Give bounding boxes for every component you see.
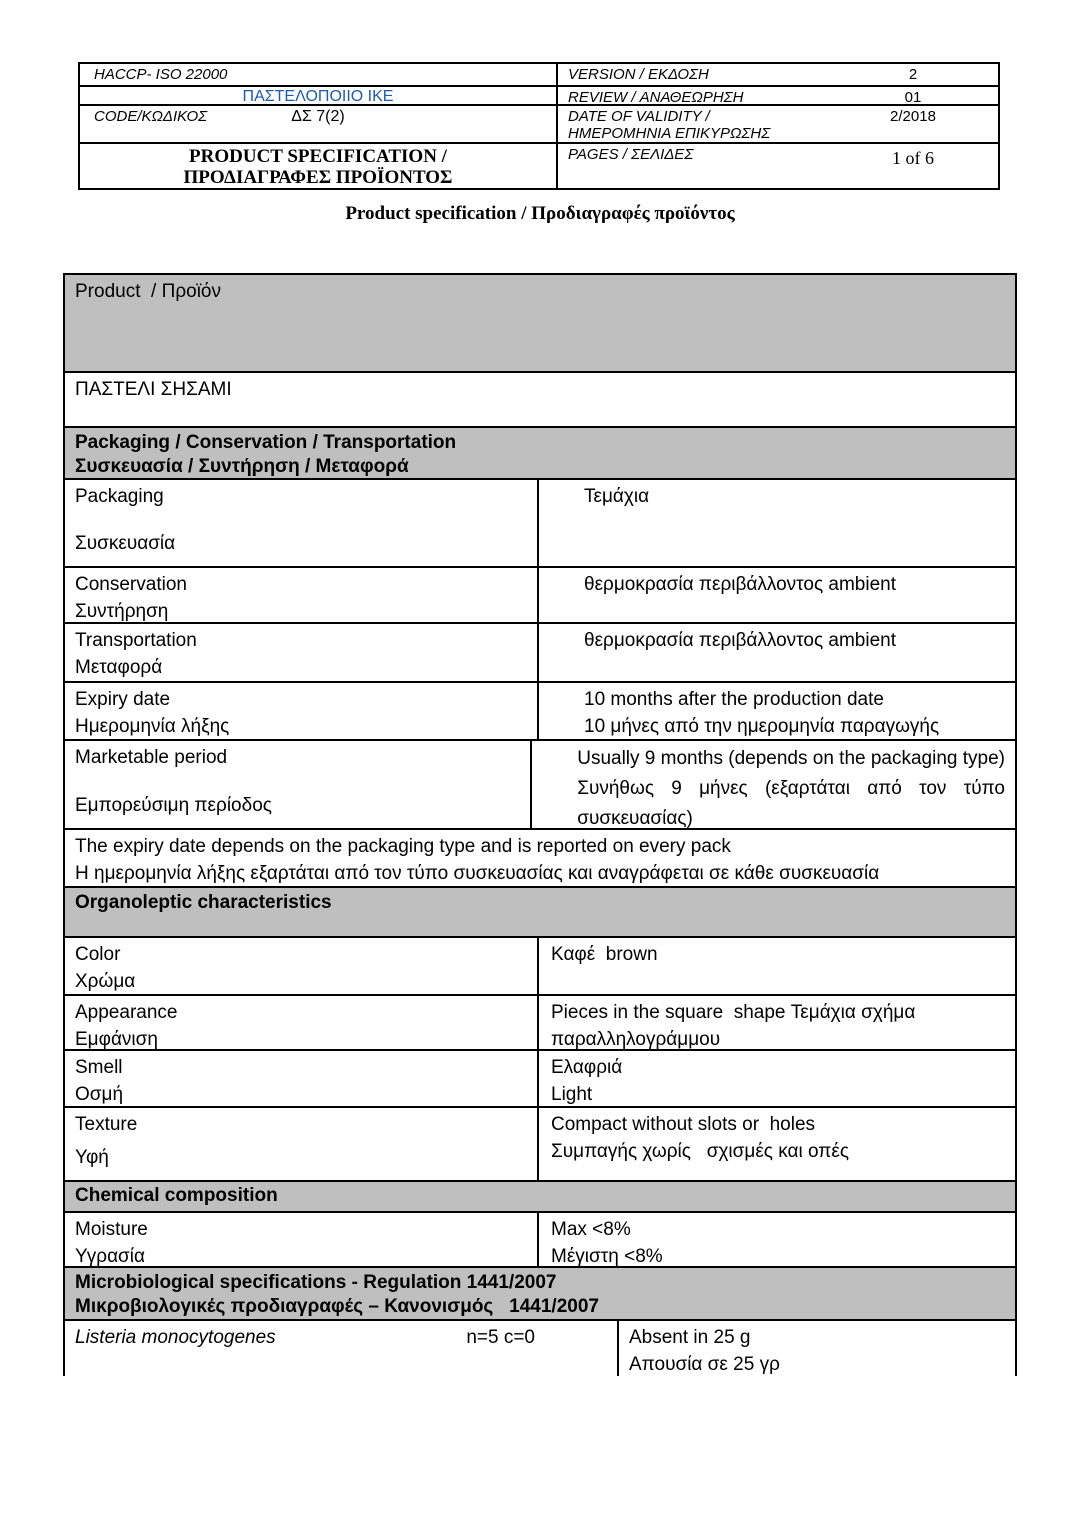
listeria-value-en: Absent in 25 g [629, 1327, 751, 1348]
smell-value-en: Light [551, 1084, 593, 1105]
chemical-header: Chemical composition [75, 1185, 278, 1206]
code-value: ΔΣ 7(2) [291, 108, 345, 125]
standard-label: HACCP- ISO 22000 [94, 66, 228, 83]
row-micro-header [65, 1268, 1015, 1321]
version-value: 2 [908, 66, 918, 83]
row-marketable [65, 741, 1015, 830]
conservation-label-el: Συντήρηση [75, 601, 169, 622]
code-label: CODE/ΚΩΔΙΚΟΣ [94, 108, 208, 125]
row-texture [65, 1108, 1015, 1182]
appearance-label-en: Appearance [75, 1002, 178, 1023]
packaging-value-cell [539, 480, 1015, 566]
color-value-cell [539, 938, 1015, 994]
validity-label-el: ΗΜΕΡΟΜΗΝΙΑ ΕΠΙΚΥΡΩΣΗΣ [568, 125, 771, 142]
row-color [65, 938, 1015, 996]
row-organoleptic-header [65, 888, 1015, 938]
transportation-label-cell [65, 624, 539, 681]
moisture-value-en: Max <8% [551, 1219, 631, 1240]
organoleptic-header-cell [65, 888, 1015, 936]
packaging-label-cell [65, 480, 539, 566]
row-chemical-header [65, 1182, 1015, 1213]
color-value: Καφέ brown [551, 944, 658, 965]
product-header-label: Product / Προϊόν [75, 281, 221, 302]
appearance-value-cell [539, 996, 1015, 1049]
transportation-value-cell [539, 624, 1015, 681]
product-header-cell [65, 275, 1015, 371]
doc-title-el: ΠΡΟΔΙΑΓΡΑΦΕΣ ΠΡΟΪΟΝΤΟΣ [183, 167, 453, 188]
row-expiry [65, 683, 1015, 741]
appearance-value: Pieces in the square shape Τεμάχια σχήμα παραλληλογράμμου [551, 1002, 921, 1050]
marketable-value-el: Συνήθως 9 μήνες (εξαρτάται από τον τύπο συσκευασίας) [577, 778, 1005, 829]
pages-value: 1 of 6 [892, 148, 934, 168]
expiry-label-el: Ημερομηνία λήξης [75, 716, 230, 737]
listeria-value-el: Απουσία σε 25 γρ [629, 1354, 780, 1375]
header-validity-cell [558, 106, 998, 142]
smell-value-cell [539, 1051, 1015, 1106]
conservation-label-en: Conservation [75, 574, 187, 595]
texture-label-en: Texture [75, 1114, 138, 1135]
micro-header-el: Μικροβιολογικές προδιαγραφές – Κανονισμός 1441/2007 [75, 1296, 599, 1317]
row-transportation [65, 624, 1015, 683]
expiry-note-cell [65, 830, 1015, 886]
header-review-cell [558, 87, 998, 104]
texture-value-el: Συμπαγής χωρίς σχισμές και οπές [551, 1141, 850, 1162]
appearance-label-cell [65, 996, 539, 1049]
texture-value-en: Compact without slots or holes [551, 1114, 816, 1135]
page-title: Product specification / Προδιαγραφές προϊόντος [345, 203, 735, 224]
row-packaging-header [65, 428, 1015, 480]
product-name-cell [65, 373, 1015, 426]
version-label: VERSION / ΕΚΔΟΣΗ [568, 66, 709, 83]
listeria-sampling: n=5 c=0 [466, 1327, 535, 1348]
transportation-value: θερμοκρασία περιβάλλοντος ambient [584, 630, 896, 651]
expiry-value-en: 10 months after the production date [584, 689, 884, 710]
transportation-label-en: Transportation [75, 630, 197, 651]
header-pages-cell [558, 144, 998, 188]
conservation-value-cell [539, 568, 1015, 622]
row-moisture [65, 1213, 1015, 1268]
row-expiry-note [65, 830, 1015, 888]
product-name: ΠΑΣΤΕΛΙ ΣΗΣΑΜΙ [75, 379, 232, 400]
header-version-cell [558, 64, 998, 85]
color-label-el: Χρώμα [75, 971, 136, 992]
chemical-header-cell [65, 1182, 1015, 1211]
texture-label-el: Υφή [75, 1147, 109, 1168]
row-smell [65, 1051, 1015, 1108]
pages-label: PAGES / ΣΕΛΙΔΕΣ [568, 146, 694, 163]
moisture-value-cell [539, 1213, 1015, 1266]
expiry-label-cell [65, 683, 539, 739]
header-row-company [80, 87, 998, 106]
review-label: REVIEW / ΑΝΑΘΕΩΡΗΣΗ [568, 89, 744, 106]
expiry-note-el: Η ημερομηνία λήξης εξαρτάται από τον τύπο συσκευασίας και αναγράφεται σε κάθε συσκευασία [75, 863, 880, 884]
moisture-label-en: Moisture [75, 1219, 148, 1240]
conservation-value: θερμοκρασία περιβάλλοντος ambient [584, 574, 896, 595]
listeria-value-cell [619, 1321, 1015, 1376]
packaging-label-en: Packaging [75, 486, 164, 507]
micro-header-en: Microbiological specifications - Regulation 1441/2007 [75, 1272, 557, 1293]
moisture-value-el: Μέγιστη <8% [551, 1246, 663, 1267]
listeria-name: Listeria monocytogenes [75, 1327, 276, 1348]
expiry-note-en: The expiry date depends on the packaging type and is reported on every pack [75, 836, 731, 857]
packaging-header-cell [65, 428, 1015, 478]
organoleptic-header: Organoleptic characteristics [75, 892, 332, 913]
conservation-label-cell [65, 568, 539, 622]
doc-title [80, 144, 556, 188]
specification-table [63, 273, 1017, 1376]
texture-label-cell [65, 1108, 539, 1180]
smell-label-el: Οσμή [75, 1084, 124, 1105]
micro-header-cell [65, 1268, 1015, 1319]
row-packaging [65, 480, 1015, 568]
smell-value-el: Ελαφριά [551, 1057, 623, 1078]
header-row-code [80, 106, 998, 144]
row-product-name [65, 373, 1015, 428]
doc-title-en: PRODUCT SPECIFICATION / [189, 146, 447, 167]
color-label-en: Color [75, 944, 121, 965]
header-row-title [80, 144, 998, 188]
row-appearance [65, 996, 1015, 1051]
marketable-label-en: Marketable period [75, 747, 228, 768]
header-table [78, 62, 1000, 190]
packaging-value: Τεμάχια [584, 486, 650, 507]
expiry-value-el: 10 μήνες από την ημερομηνία παραγωγής [584, 716, 940, 737]
marketable-value-cell [532, 741, 1015, 828]
listeria-label-cell [65, 1321, 619, 1376]
expiry-label-en: Expiry date [75, 689, 171, 710]
company-name: ΠΑΣΤΕΛΟΠΟΙΙΟ ΙΚΕ [242, 88, 394, 105]
header-row-standard [80, 64, 998, 87]
review-value: 01 [904, 89, 922, 106]
color-label-cell [65, 938, 539, 994]
packaging-label-el: Συσκευασία [75, 533, 176, 554]
header-doc-title-cell [80, 144, 558, 188]
marketable-value-en: Usually 9 months (depends on the packaging type) [577, 748, 1005, 769]
expiry-value-cell [539, 683, 1015, 739]
row-conservation [65, 568, 1015, 624]
header-standard-cell [80, 64, 558, 85]
appearance-label-el: Εμφάνιση [75, 1029, 158, 1050]
validity-label-en: DATE OF VALIDITY / [568, 108, 710, 125]
packaging-header-en: Packaging / Conservation / Transportation [75, 432, 457, 453]
texture-value-cell [539, 1108, 1015, 1180]
row-product-header [65, 275, 1015, 373]
marketable-label-cell [65, 741, 532, 828]
validity-value: 2/2018 [890, 108, 936, 125]
transportation-label-el: Μεταφορά [75, 657, 163, 678]
header-code-cell [80, 106, 558, 142]
validity-label [558, 106, 828, 142]
packaging-header-el: Συσκευασία / Συντήρηση / Μεταφορά [75, 456, 409, 477]
header-company-cell [80, 87, 558, 104]
smell-label-en: Smell [75, 1057, 123, 1078]
row-listeria [65, 1321, 1015, 1376]
smell-label-cell [65, 1051, 539, 1106]
moisture-label-cell [65, 1213, 539, 1266]
marketable-label-el: Εμπορεύσιμη περίοδος [75, 795, 272, 816]
moisture-label-el: Υγρασία [75, 1246, 145, 1267]
